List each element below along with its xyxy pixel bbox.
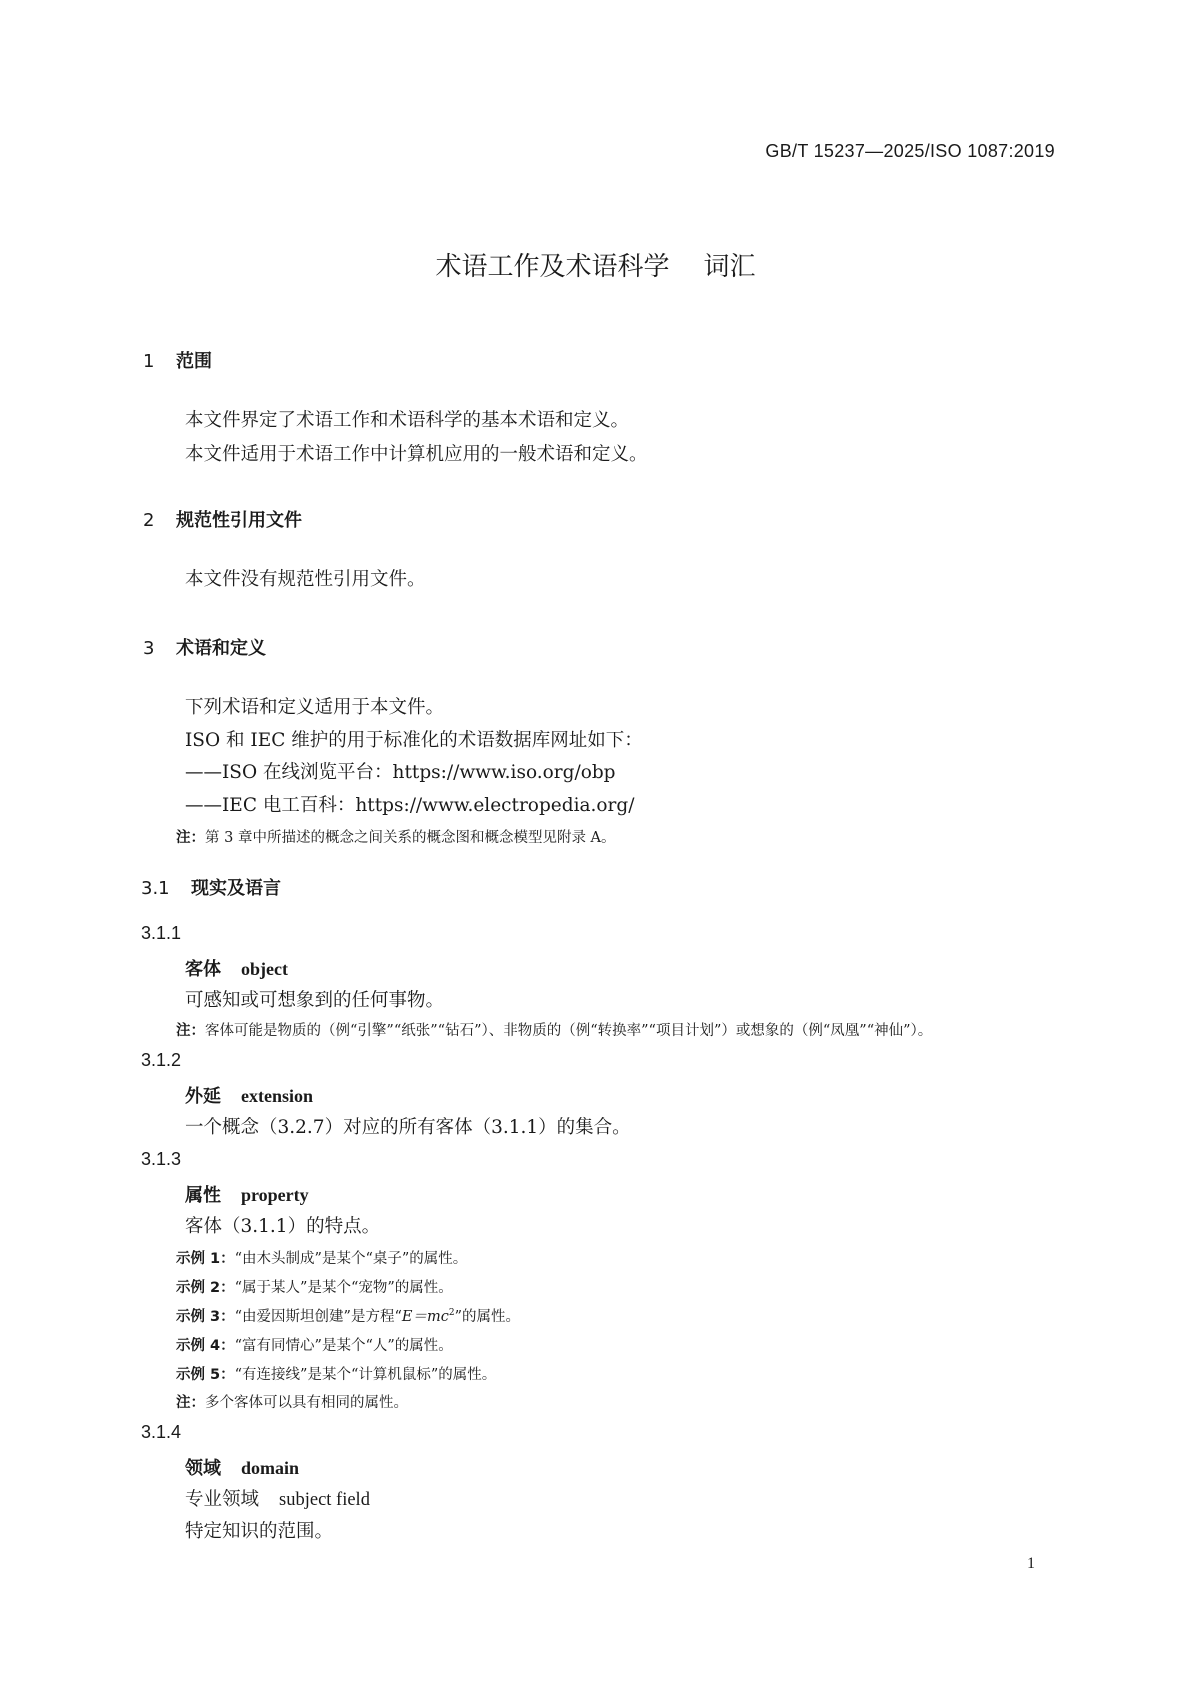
title-sub: 词汇 <box>703 252 756 282</box>
standard-code: GB/T 15237—2025/ISO 1087:2019 <box>765 141 1055 161</box>
section-2-para-1: 本文件没有规范性引用文件。 <box>185 569 426 590</box>
admitted-term-subject-field: 专业领域 subject field <box>185 1489 370 1510</box>
entry-number: 3.1.2 <box>141 1050 182 1070</box>
subsection-3-1-heading: 3.1 现实及语言 <box>141 878 281 899</box>
section-1-para-2: 本文件适用于术语工作中计算机应用的一般术语和定义。 <box>185 444 648 465</box>
section-3-heading: 3 术语和定义 <box>143 638 266 659</box>
page-number: 1 <box>1027 1555 1035 1572</box>
section-2-heading: 2 规范性引用文件 <box>143 510 302 531</box>
iec-electropedia-link-line: ——IEC 电工百科：https://www.electropedia.org/ <box>185 795 635 816</box>
section-3-note: 注：第 3 章中所描述的概念之间关系的概念图和概念模型见附录 A。 <box>176 830 616 846</box>
iso-obp-link-line: ——ISO 在线浏览平台：https://www.iso.org/obp <box>185 762 616 783</box>
example-5: 示例 5：“有连接线”是某个“计算机鼠标”的属性。 <box>176 1367 497 1383</box>
definition-property: 客体（3.1.1）的特点。 <box>185 1216 381 1237</box>
entry-number: 3.1.1 <box>141 923 182 943</box>
entry-number: 3.1.4 <box>141 1422 182 1442</box>
example-1: 示例 1：“由木头制成”是某个“桌子”的属性。 <box>176 1251 468 1267</box>
entry-number: 3.1.3 <box>141 1149 182 1169</box>
term-object: 客体 object <box>185 959 288 980</box>
section-3-para-2: ISO 和 IEC 维护的用于标准化的术语数据库网址如下： <box>185 730 643 751</box>
term-domain: 领域 domain <box>185 1458 300 1479</box>
term-property: 属性 property <box>185 1185 309 1206</box>
definition-extension: 一个概念（3.2.7）对应的所有客体（3.1.1）的集合。 <box>185 1117 631 1138</box>
document-title <box>0 246 1191 283</box>
definition-domain: 特定知识的范围。 <box>185 1521 334 1542</box>
note-object: 注：客体可能是物质的（例“引擎”“纸张”“钻石”）、非物质的（例“转换率”“项目计划”）或想象的（例“凤凰”“神仙”）。 <box>176 1023 933 1039</box>
note-property: 注：多个客体可以具有相同的属性。 <box>176 1395 408 1411</box>
section-1-heading: 1 范围 <box>143 351 212 372</box>
term-extension: 外延 extension <box>185 1086 313 1107</box>
example-4: 示例 4：“富有同情心”是某个“人”的属性。 <box>176 1338 453 1354</box>
example-3: 示例 3：“由爱因斯坦创建”是方程“$E=mc^2$”的属性。 <box>176 1308 521 1325</box>
title-main: 术语工作及术语科学 <box>435 252 670 282</box>
equation: E＝mc <box>401 1309 449 1325</box>
example-2: 示例 2：“属于某人”是某个“宠物”的属性。 <box>176 1280 453 1296</box>
definition-object: 可感知或可想象到的任何事物。 <box>185 990 445 1011</box>
section-3-para-1: 下列术语和定义适用于本文件。 <box>185 697 445 718</box>
section-1-para-1: 本文件界定了术语工作和术语科学的基本术语和定义。 <box>185 410 630 431</box>
